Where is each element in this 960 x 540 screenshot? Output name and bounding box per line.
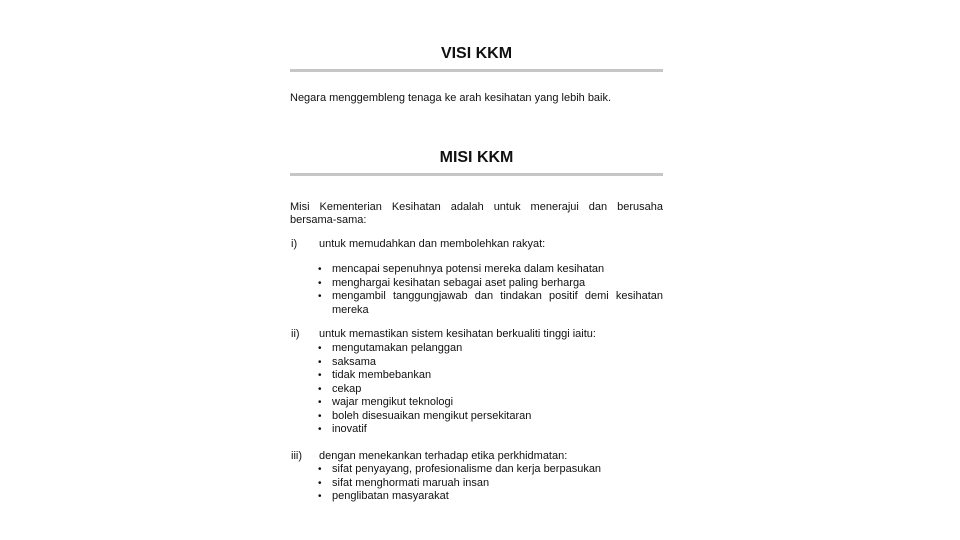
bullet-item: • tidak membebankan xyxy=(318,369,432,381)
bullet-icon: • xyxy=(318,356,322,368)
misi-divider xyxy=(290,173,663,176)
item-heading: dengan menekankan terhadap etika perkhidmatan: xyxy=(319,450,568,462)
bullet-item: • cekap xyxy=(318,382,362,395)
bullet-item: • mengambil tanggungjawab dan tindakan positif demi kesihatan mereka xyxy=(318,290,663,316)
item-marker: ii) xyxy=(291,328,300,340)
misi-title: MISI KKM xyxy=(439,149,514,166)
visi-divider xyxy=(290,69,663,72)
misi-item-1-bullets xyxy=(318,263,663,317)
bullet-icon: • xyxy=(318,343,322,354)
bullet-icon: • xyxy=(318,410,322,422)
bullet-icon: • xyxy=(318,370,322,381)
bullet-item: • wajar mengikut teknologi xyxy=(318,396,454,408)
bullet-item: • mencapai sepenuhnya potensi mereka dalam kesihatan xyxy=(318,263,605,275)
bullet-icon: • xyxy=(318,491,322,502)
item-marker: iii) xyxy=(291,450,302,462)
visi-title: VISI KKM xyxy=(440,45,513,62)
bullet-icon: • xyxy=(318,277,322,289)
misi-intro: Misi Kementerian Kesihatan adalah untuk menerajui dan berusaha bersama-sama: xyxy=(290,201,663,226)
bullet-item: • menghargai kesihatan sebagai aset paling berharga xyxy=(318,276,586,289)
bullet-item: • boleh disesuaikan mengikut persekitaran xyxy=(318,409,532,422)
bullet-item: • sifat menghormati maruah insan xyxy=(318,476,490,489)
misi-item-3-bullets xyxy=(318,463,663,504)
bullet-icon: • xyxy=(318,291,322,302)
bullet-icon: • xyxy=(318,464,322,475)
item-heading: untuk memudahkan dan membolehkan rakyat: xyxy=(319,238,546,250)
bullet-item: • mengutamakan pelanggan xyxy=(318,342,463,354)
bullet-icon: • xyxy=(318,397,322,408)
misi-item-2-bullets xyxy=(318,342,663,437)
item-heading: untuk memastikan sistem kesihatan berkualiti tinggi iaitu: xyxy=(319,328,596,340)
bullet-item: • penglibatan masyarakat xyxy=(318,490,449,502)
bullet-item: • inovatif xyxy=(318,423,367,435)
visi-text: Negara menggembleng tenaga ke arah kesihatan yang lebih baik. xyxy=(290,92,612,104)
item-marker: i) xyxy=(291,238,298,250)
bullet-item: • sifat penyayang, profesionalisme dan kerja berpasukan xyxy=(318,463,602,475)
bullet-icon: • xyxy=(318,477,322,489)
bullet-icon: • xyxy=(318,264,322,275)
bullet-icon: • xyxy=(318,424,322,435)
bullet-icon: • xyxy=(318,383,322,395)
bullet-item: • saksama xyxy=(318,355,377,368)
